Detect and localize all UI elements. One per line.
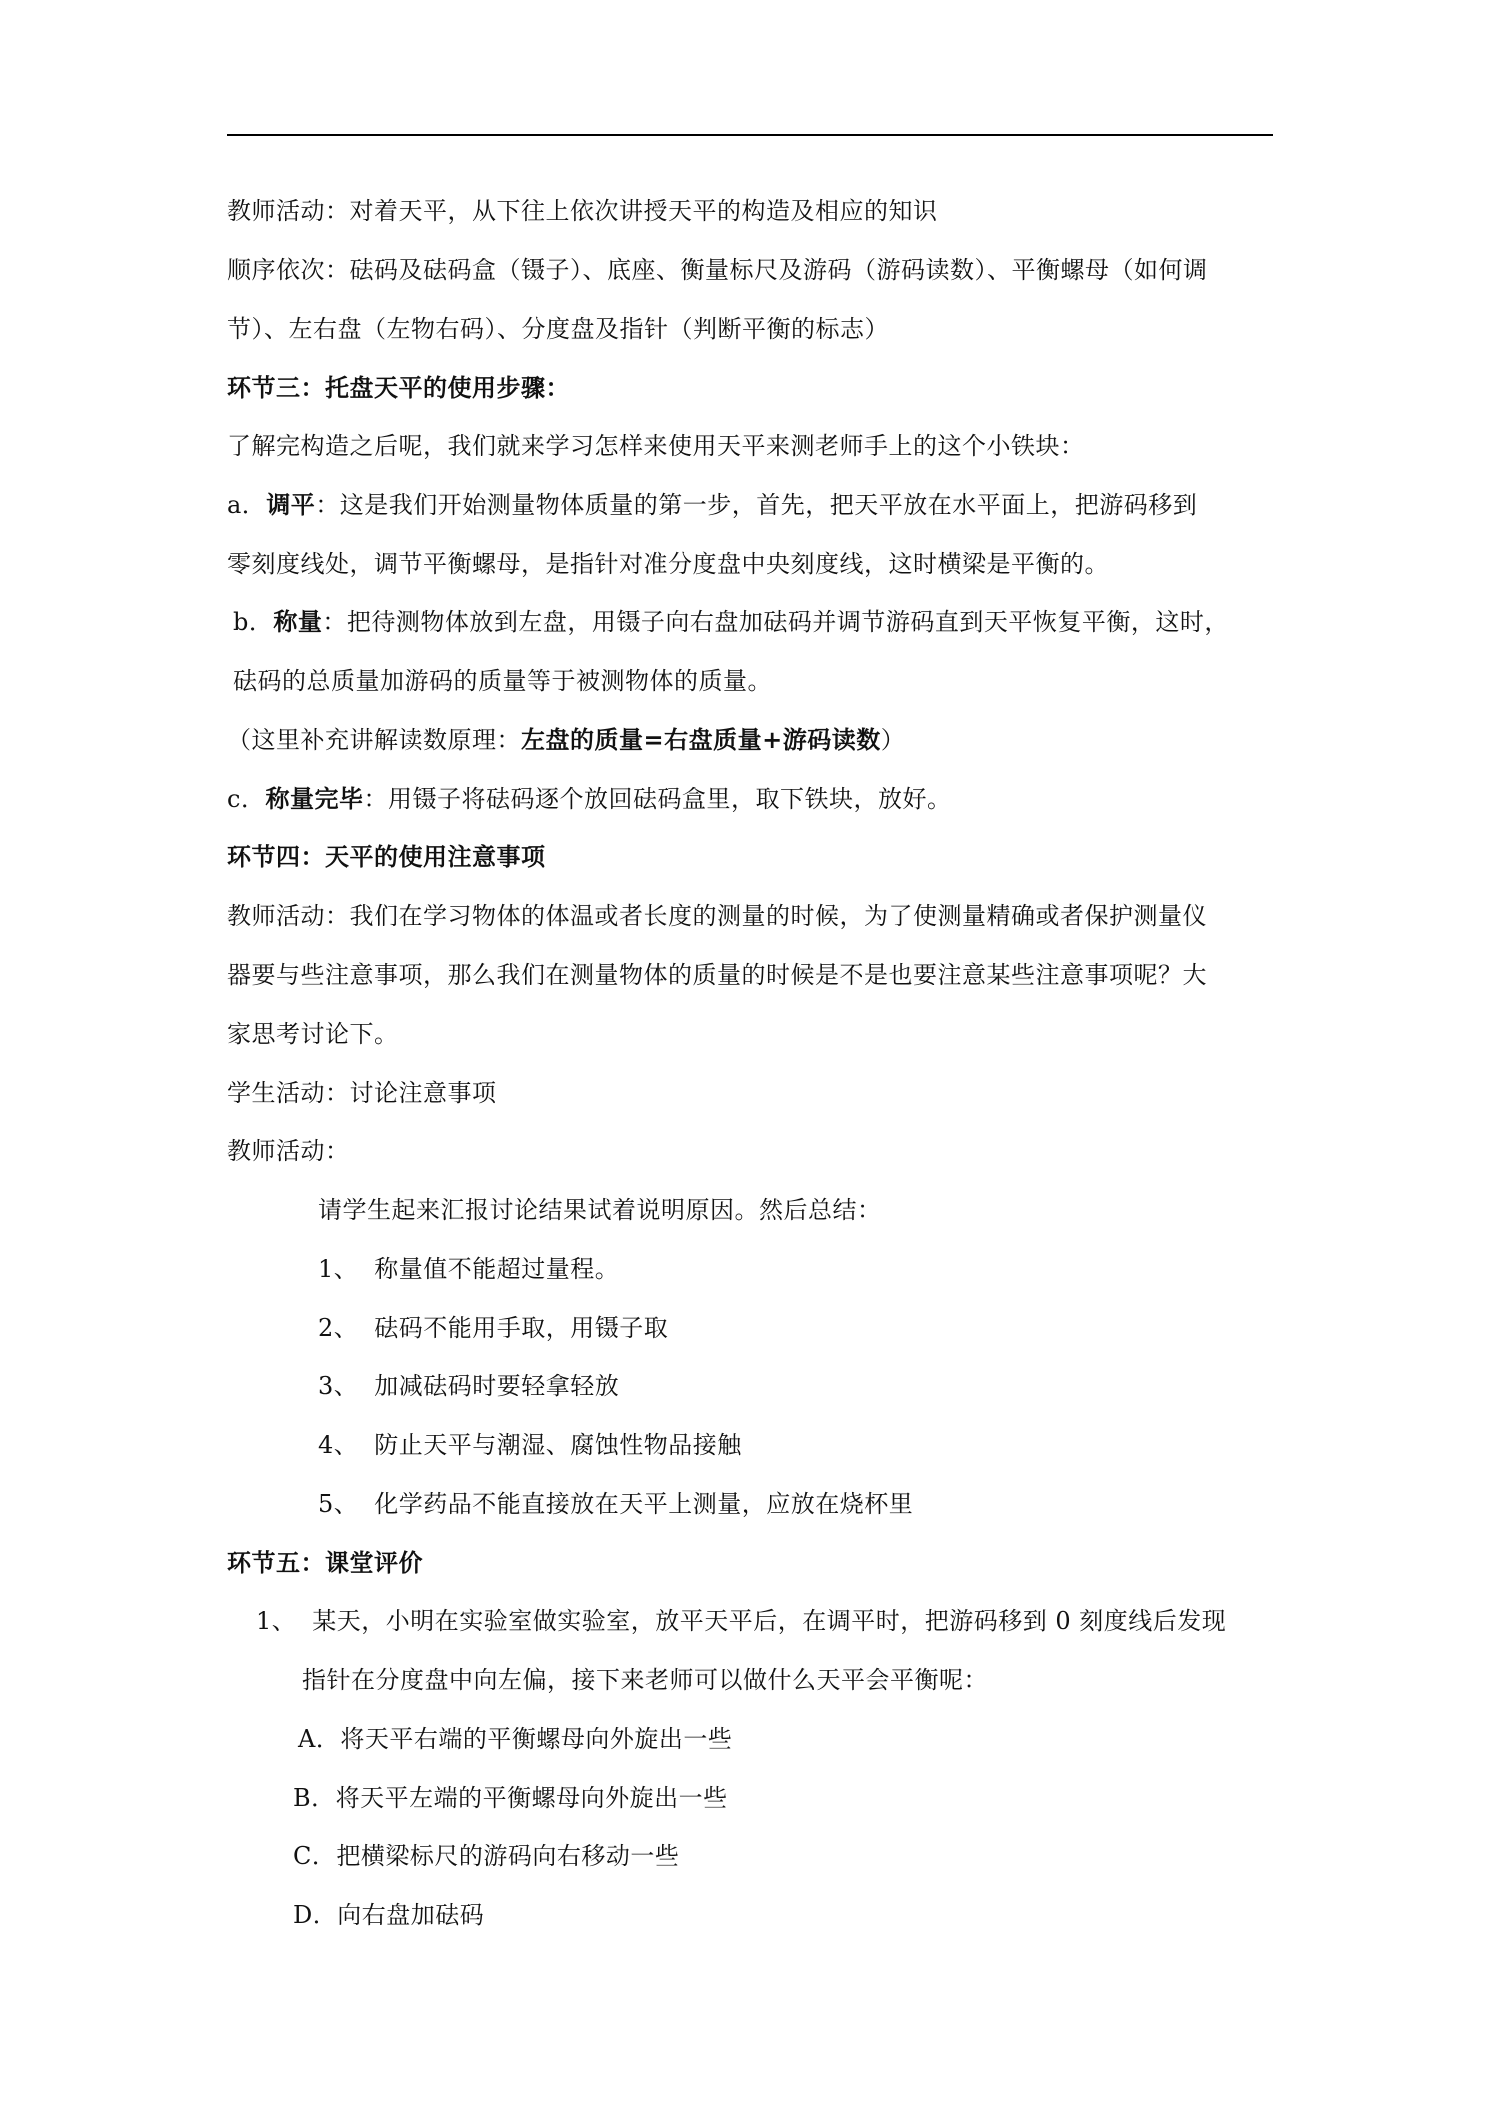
paragraph-order-line2: 节）、左右盘（左物右码）、分度盘及指针（判断平衡的标志） <box>227 315 889 343</box>
step-b-text: ：把待测物体放到左盘，用镊子向右盘加砝码并调节游码直到天平恢复平衡，这时， <box>322 608 1229 636</box>
list-item <box>318 1370 619 1402</box>
list-item-number: 5、 <box>318 1490 359 1518</box>
section3-heading: 环节三：托盘天平的使用步骤： <box>227 373 570 402</box>
step-c-text: ：用镊子将砝码逐个放回砝码盒里，取下铁块，放好。 <box>363 785 952 813</box>
question-1-line1 <box>256 1605 1226 1637</box>
list-item <box>318 1253 619 1285</box>
list-item-number: 4、 <box>318 1431 359 1459</box>
option-b: B．将天平左端的平衡螺母向外旋出一些 <box>293 1784 728 1812</box>
step-a-term: 调平 <box>266 490 316 519</box>
list-item-text: 加减砝码时要轻拿轻放 <box>374 1372 620 1400</box>
list-item-text: 砝码不能用手取，用镊子取 <box>374 1314 669 1342</box>
section4-teacher-line2: 器要与些注意事项，那么我们在测量物体的质量的时候是不是也要注意某些注意事项呢？大 <box>227 961 1207 989</box>
question-1-number: 1、 <box>256 1607 297 1635</box>
paragraph-order-line1: 顺序依次：砝码及砝码盒（镊子）、底座、衡量标尺及游码（游码读数）、平衡螺母（如何调 <box>227 256 1208 284</box>
list-item-text: 称量值不能超过量程。 <box>374 1255 620 1283</box>
list-item-number: 1、 <box>318 1255 359 1283</box>
section4-teacher-line3: 家思考讨论下。 <box>227 1020 399 1048</box>
question-1-text: 某天，小明在实验室做实验室，放平天平后，在调平时，把游码移到 0 刻度线后发现 <box>312 1607 1227 1635</box>
step-c-prefix: c． <box>227 785 266 813</box>
section5-heading: 环节五：课堂评价 <box>227 1548 423 1577</box>
section3-intro: 了解完构造之后呢，我们就来学习怎样来使用天平来测老师手上的这个小铁块： <box>227 432 1085 460</box>
teacher-activity-2: 教师活动： <box>227 1137 350 1165</box>
step-a-text: ：这是我们开始测量物体质量的第一步，首先，把天平放在水平面上，把游码移到 <box>315 491 1198 519</box>
option-d: D．向右盘加砝码 <box>293 1901 485 1929</box>
header-rule <box>227 134 1273 136</box>
list-item-text: 化学药品不能直接放在天平上测量，应放在烧杯里 <box>374 1490 914 1518</box>
step-b-line2: 砝码的总质量加游码的质量等于被测物体的质量。 <box>233 667 772 695</box>
step-c-term: 称量完毕 <box>265 784 364 813</box>
note-suffix: ） <box>880 726 906 754</box>
option-a: A．将天平右端的平衡螺母向外旋出一些 <box>298 1725 733 1753</box>
step-c-line <box>227 783 951 815</box>
list-item-text: 防止天平与潮湿、腐蚀性物品接触 <box>374 1431 742 1459</box>
student-activity: 学生活动：讨论注意事项 <box>227 1079 497 1107</box>
summary-intro: 请学生起来汇报讨论结果试着说明原因。然后总结： <box>318 1196 882 1224</box>
option-c: C．把横梁标尺的游码向右移动一些 <box>293 1842 680 1870</box>
list-item-number: 3、 <box>318 1372 359 1400</box>
section4-heading: 环节四：天平的使用注意事项 <box>227 842 546 871</box>
step-a-prefix: a． <box>227 491 267 519</box>
step-a-line2: 零刻度线处，调节平衡螺母，是指针对准分度盘中央刻度线，这时横梁是平衡的。 <box>227 550 1109 578</box>
list-item <box>318 1429 742 1461</box>
step-b-line1 <box>233 606 1229 638</box>
step-a-line1 <box>227 489 1197 521</box>
list-item <box>318 1312 668 1344</box>
step-b-term: 称量 <box>273 607 323 636</box>
question-1-line2: 指针在分度盘中向左偏，接下来老师可以做什么天平会平衡呢： <box>302 1666 988 1694</box>
list-item <box>318 1488 913 1520</box>
step-b-prefix: b． <box>233 608 274 636</box>
list-item-number: 2、 <box>318 1314 359 1342</box>
note-formula: 左盘的质量=右盘质量+游码读数 <box>521 725 881 754</box>
section4-teacher-line1: 教师活动：我们在学习物体的体温或者长度的测量的时候，为了使测量精确或者保护测量仪 <box>227 902 1207 930</box>
note-prefix: （这里补充讲解读数原理： <box>227 726 521 754</box>
reading-principle-note <box>227 724 905 756</box>
paragraph-teacher-activity: 教师活动：对着天平，从下往上依次讲授天平的构造及相应的知识 <box>227 197 938 225</box>
